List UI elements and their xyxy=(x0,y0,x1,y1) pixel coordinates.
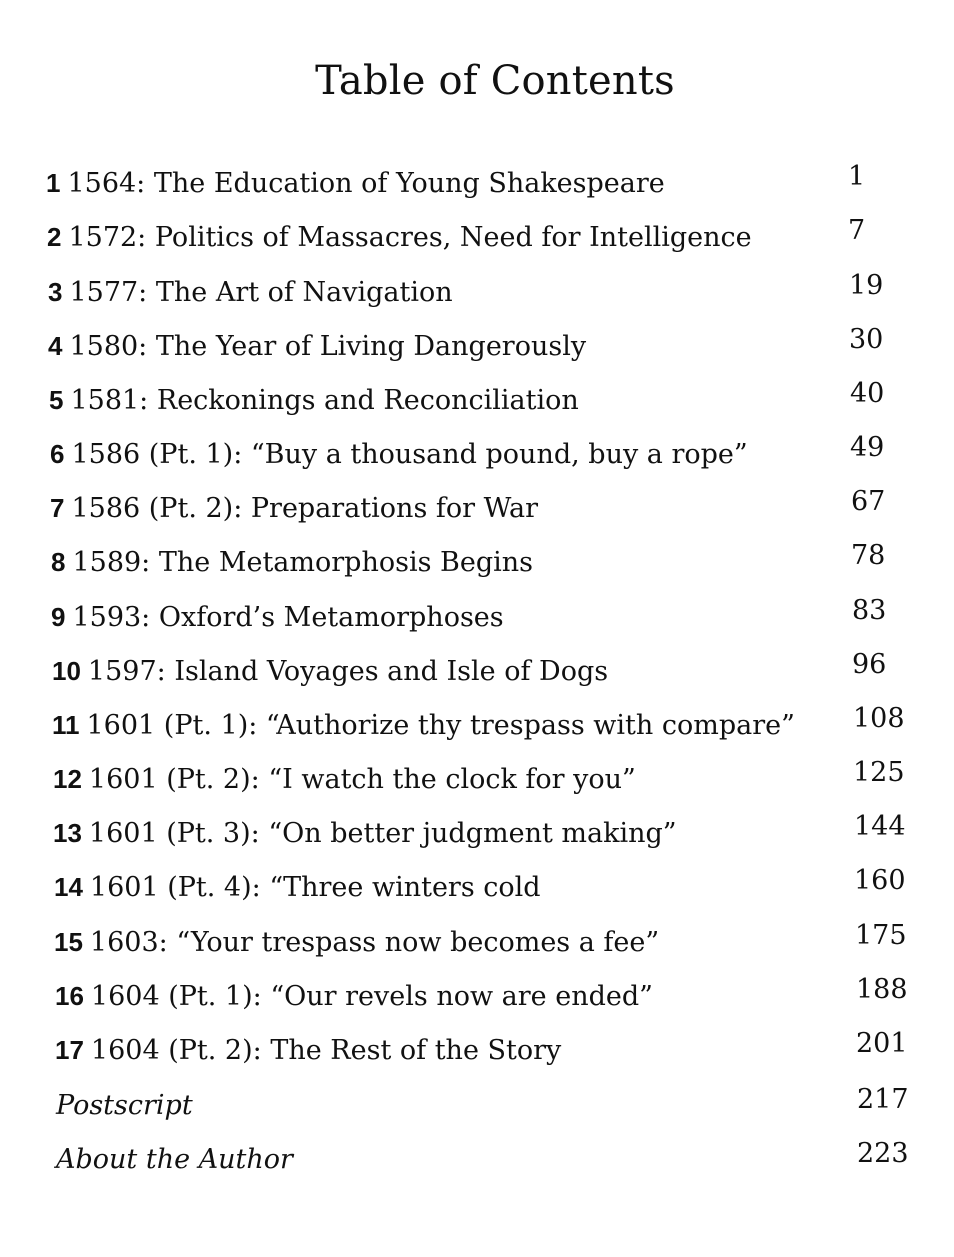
toc-entry-postscript[interactable] xyxy=(0,1086,954,1126)
backmatter-title: Postscript xyxy=(56,1090,193,1121)
chapter-number: 12 xyxy=(53,764,82,794)
page-number: 67 xyxy=(851,486,886,517)
page-number: 7 xyxy=(848,215,866,246)
chapter-number: 10 xyxy=(52,656,81,686)
chapter-title: 1601 (Pt. 4): “Three winters cold xyxy=(89,872,541,903)
chapter-title: 1593: Oxford’s Metamorphoses xyxy=(72,602,504,633)
toc-entry[interactable] xyxy=(0,326,954,366)
toc-entry[interactable] xyxy=(0,922,954,962)
toc-entry[interactable] xyxy=(0,163,954,203)
chapter-title: 1603: “Your trespass now becomes a fee” xyxy=(89,927,660,958)
page-number: 83 xyxy=(852,595,887,626)
page-number: 78 xyxy=(851,540,886,571)
chapter-title: 1589: The Metamorphosis Begins xyxy=(72,547,533,578)
toc-entry[interactable] xyxy=(0,651,954,691)
chapter-number: 8 xyxy=(51,547,66,577)
backmatter-title: About the Author xyxy=(56,1144,293,1175)
toc-entry[interactable] xyxy=(0,434,954,474)
chapter-number: 14 xyxy=(54,872,83,902)
chapter-number: 1 xyxy=(46,168,61,198)
page-number: 30 xyxy=(849,324,884,355)
chapter-title: 1586 (Pt. 2): Preparations for War xyxy=(71,493,539,524)
chapter-title: 1577: The Art of Navigation xyxy=(69,277,453,308)
chapter-number: 6 xyxy=(50,439,65,469)
page-number: 160 xyxy=(854,865,906,896)
page-number: 144 xyxy=(854,811,906,842)
page-number: 108 xyxy=(853,703,905,734)
chapter-number: 17 xyxy=(55,1035,84,1065)
toc-entry[interactable] xyxy=(0,488,954,528)
chapter-number: 2 xyxy=(47,222,62,252)
chapter-title: 1572: Politics of Massacres, Need for Intelligence xyxy=(68,222,752,253)
toc-entry[interactable] xyxy=(0,976,954,1016)
chapter-title: 1604 (Pt. 1): “Our revels now are ended” xyxy=(90,981,653,1012)
page-number: 217 xyxy=(857,1084,909,1115)
chapter-title: 1597: Island Voyages and Isle of Dogs xyxy=(87,656,609,687)
chapter-number: 4 xyxy=(48,331,63,361)
chapter-title: 1581: Reckonings and Reconciliation xyxy=(70,385,579,416)
chapter-title: 1604 (Pt. 2): The Rest of the Story xyxy=(90,1035,562,1066)
page-number: 19 xyxy=(849,270,884,301)
page-title: Table of Contents xyxy=(315,58,675,104)
page-number: 223 xyxy=(857,1138,909,1169)
chapter-number: 5 xyxy=(49,385,64,415)
toc-entry[interactable] xyxy=(0,705,954,745)
chapter-title: 1601 (Pt. 2): “I watch the clock for you” xyxy=(88,764,636,795)
page-number: 49 xyxy=(850,432,885,463)
chapter-number: 15 xyxy=(54,927,83,957)
page-number: 125 xyxy=(853,757,905,788)
toc-entry[interactable] xyxy=(0,597,954,637)
chapter-number: 3 xyxy=(48,277,63,307)
chapter-number: 11 xyxy=(52,710,80,740)
page-number: 1 xyxy=(848,161,866,192)
chapter-title: 1601 (Pt. 1): “Authorize thy trespass with compare” xyxy=(86,710,795,741)
toc-entry[interactable] xyxy=(0,813,954,853)
chapter-number: 7 xyxy=(50,493,65,523)
chapter-number: 9 xyxy=(51,602,66,632)
toc-entry-about-author[interactable] xyxy=(0,1140,954,1180)
toc-entry[interactable] xyxy=(0,542,954,582)
page-number: 40 xyxy=(850,378,885,409)
chapter-title: 1601 (Pt. 3): “On better judgment making” xyxy=(88,818,677,849)
chapter-title: 1586 (Pt. 1): “Buy a thousand pound, buy a rope” xyxy=(71,439,748,470)
toc-entry[interactable] xyxy=(0,217,954,257)
toc-entry[interactable] xyxy=(0,867,954,907)
toc-entry[interactable] xyxy=(0,272,954,312)
page-number: 201 xyxy=(856,1028,908,1059)
page-number: 188 xyxy=(856,974,908,1005)
chapter-number: 16 xyxy=(55,981,84,1011)
toc-entry[interactable] xyxy=(0,380,954,420)
page-number: 96 xyxy=(852,649,887,680)
page-number: 175 xyxy=(855,920,907,951)
chapter-number: 13 xyxy=(53,818,82,848)
chapter-title: 1580: The Year of Living Dangerously xyxy=(69,331,587,362)
toc-entry[interactable] xyxy=(0,759,954,799)
toc-entry[interactable] xyxy=(0,1030,954,1070)
chapter-title: 1564: The Education of Young Shakespeare xyxy=(67,168,665,199)
